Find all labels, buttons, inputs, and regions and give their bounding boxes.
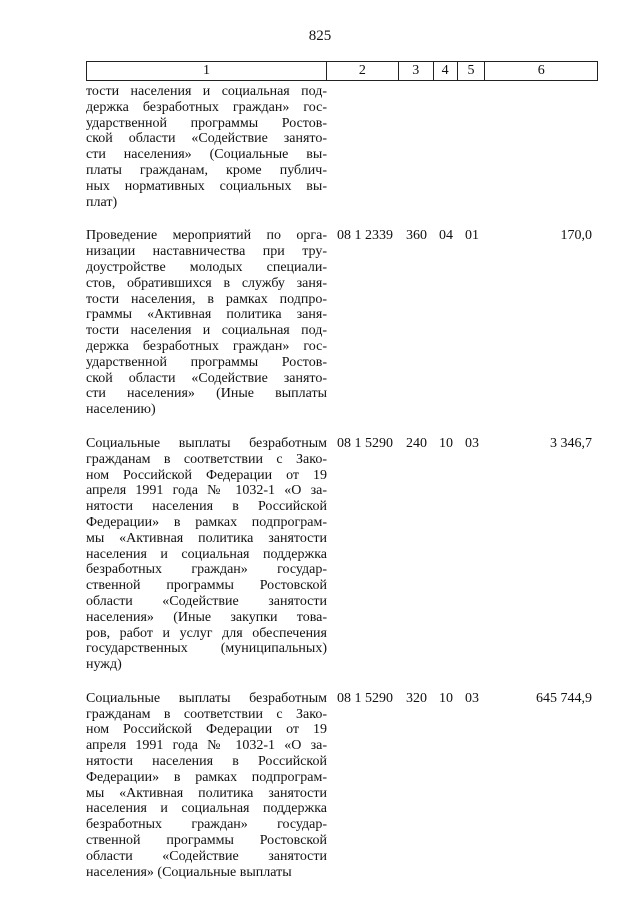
description-line: государственных (муниципальных) (86, 641, 327, 657)
description-line: ской области «Содействие занято- (86, 131, 327, 147)
description-line: Проведение мероприятий по орга- (86, 228, 327, 244)
row-target-article: 08 1 2339 (337, 228, 393, 244)
description-line: Федерации» в рамках подпрограм- (86, 769, 327, 785)
description-line: Федерации» в рамках подпрограм- (86, 514, 327, 530)
table-row (86, 228, 598, 418)
description-line: области «Содействие занятости (86, 848, 327, 864)
description-line: тости населения и социальная под- (86, 323, 327, 339)
description-line: безработных граждан» государ- (86, 817, 327, 833)
description-line: сти населения» (Иные выплаты (86, 386, 327, 402)
row-description (86, 691, 327, 881)
row-gap (86, 210, 598, 228)
header-col-3: 3 (399, 62, 434, 80)
description-line: платы гражданам, кроме публич- (86, 162, 327, 178)
description-line: ударственной программы Ростов- (86, 115, 327, 131)
row-expense-type: 360 (406, 228, 427, 244)
description-line: доустройстве молодых специали- (86, 259, 327, 275)
description-line: мы «Активная политика занятости (86, 530, 327, 546)
description-line: гражданам в соответствии с Зако- (86, 451, 327, 467)
description-line: области «Содействие занятости (86, 593, 327, 609)
table-row (86, 84, 598, 210)
description-line: сти населения» (Социальные вы- (86, 147, 327, 163)
row-amount: 645 744,9 (536, 690, 592, 706)
table-header (86, 61, 598, 81)
header-col-2: 2 (327, 62, 399, 80)
description-line: ударственной программы Ростов- (86, 354, 327, 370)
description-line: ственной программы Ростовской (86, 833, 327, 849)
row-amount: 3 346,7 (550, 435, 592, 451)
row-subsection: 01 (465, 228, 479, 244)
row-subsection: 03 (465, 690, 479, 706)
page-number: 825 (308, 28, 332, 44)
table-row (86, 436, 598, 673)
row-description (86, 228, 327, 418)
description-line: населения» (Социальные выплаты (86, 864, 292, 880)
description-line: держка безработных граждан» гос- (86, 99, 327, 115)
description-line: населения и социальная поддержка (86, 546, 327, 562)
description-line: безработных граждан» государ- (86, 562, 327, 578)
description-line: населения» (Иные закупки това- (86, 609, 327, 625)
description-line: апреля 1991 года № 1032-1 «О за- (86, 483, 327, 499)
description-line: мы «Активная политика занятости (86, 785, 327, 801)
row-section: 04 (439, 228, 453, 244)
row-target-article: 08 1 5290 (337, 690, 393, 706)
description-line: ров, работ и услуг для обеспечения (86, 625, 327, 641)
description-line: нятости населения в Российской (86, 499, 327, 515)
description-line: стов, обратившихся в службу заня- (86, 275, 327, 291)
description-line: тости населения, в рамках подпро- (86, 291, 327, 307)
description-line: населению) (86, 402, 156, 418)
row-section: 10 (439, 690, 453, 706)
description-line: Социальные выплаты безработным (86, 435, 327, 451)
description-line: ном Российской Федерации от 19 (86, 722, 327, 738)
header-col-1: 1 (87, 62, 327, 80)
description-line: держка безработных граждан» гос- (86, 338, 327, 354)
row-gap (86, 673, 598, 691)
description-line: гражданам в соответствии с Зако- (86, 706, 327, 722)
description-line: населения и социальная поддержка (86, 801, 327, 817)
row-expense-type: 320 (406, 690, 427, 706)
description-line: граммы «Активная политика заня- (86, 307, 327, 323)
row-subsection: 03 (465, 435, 479, 451)
description-line: ской области «Содействие занято- (86, 370, 327, 386)
description-line: ном Российской Федерации от 19 (86, 467, 327, 483)
row-target-article: 08 1 5290 (337, 435, 393, 451)
table-body (86, 84, 598, 880)
description-line: нятости населения в Российской (86, 754, 327, 770)
description-line: низации наставничества при тру- (86, 244, 327, 260)
description-line: ных нормативных социальных вы- (86, 178, 327, 194)
row-section: 10 (439, 435, 453, 451)
description-line: ственной программы Ростовской (86, 578, 327, 594)
description-line: плат) (86, 194, 118, 210)
description-line: нужд) (86, 657, 122, 673)
row-description (86, 84, 327, 210)
description-line: Социальные выплаты безработным (86, 690, 327, 706)
header-col-6: 6 (537, 63, 545, 78)
row-description (86, 436, 327, 673)
row-amount: 170,0 (560, 228, 592, 244)
description-line: апреля 1991 года № 1032-1 «О за- (86, 738, 327, 754)
description-line: тости населения и социальная под- (86, 84, 327, 99)
row-gap (86, 418, 598, 436)
header-col-5: 5 (458, 62, 486, 80)
header-col-4: 4 (434, 62, 458, 80)
table-row (86, 691, 598, 881)
row-expense-type: 240 (406, 435, 427, 451)
